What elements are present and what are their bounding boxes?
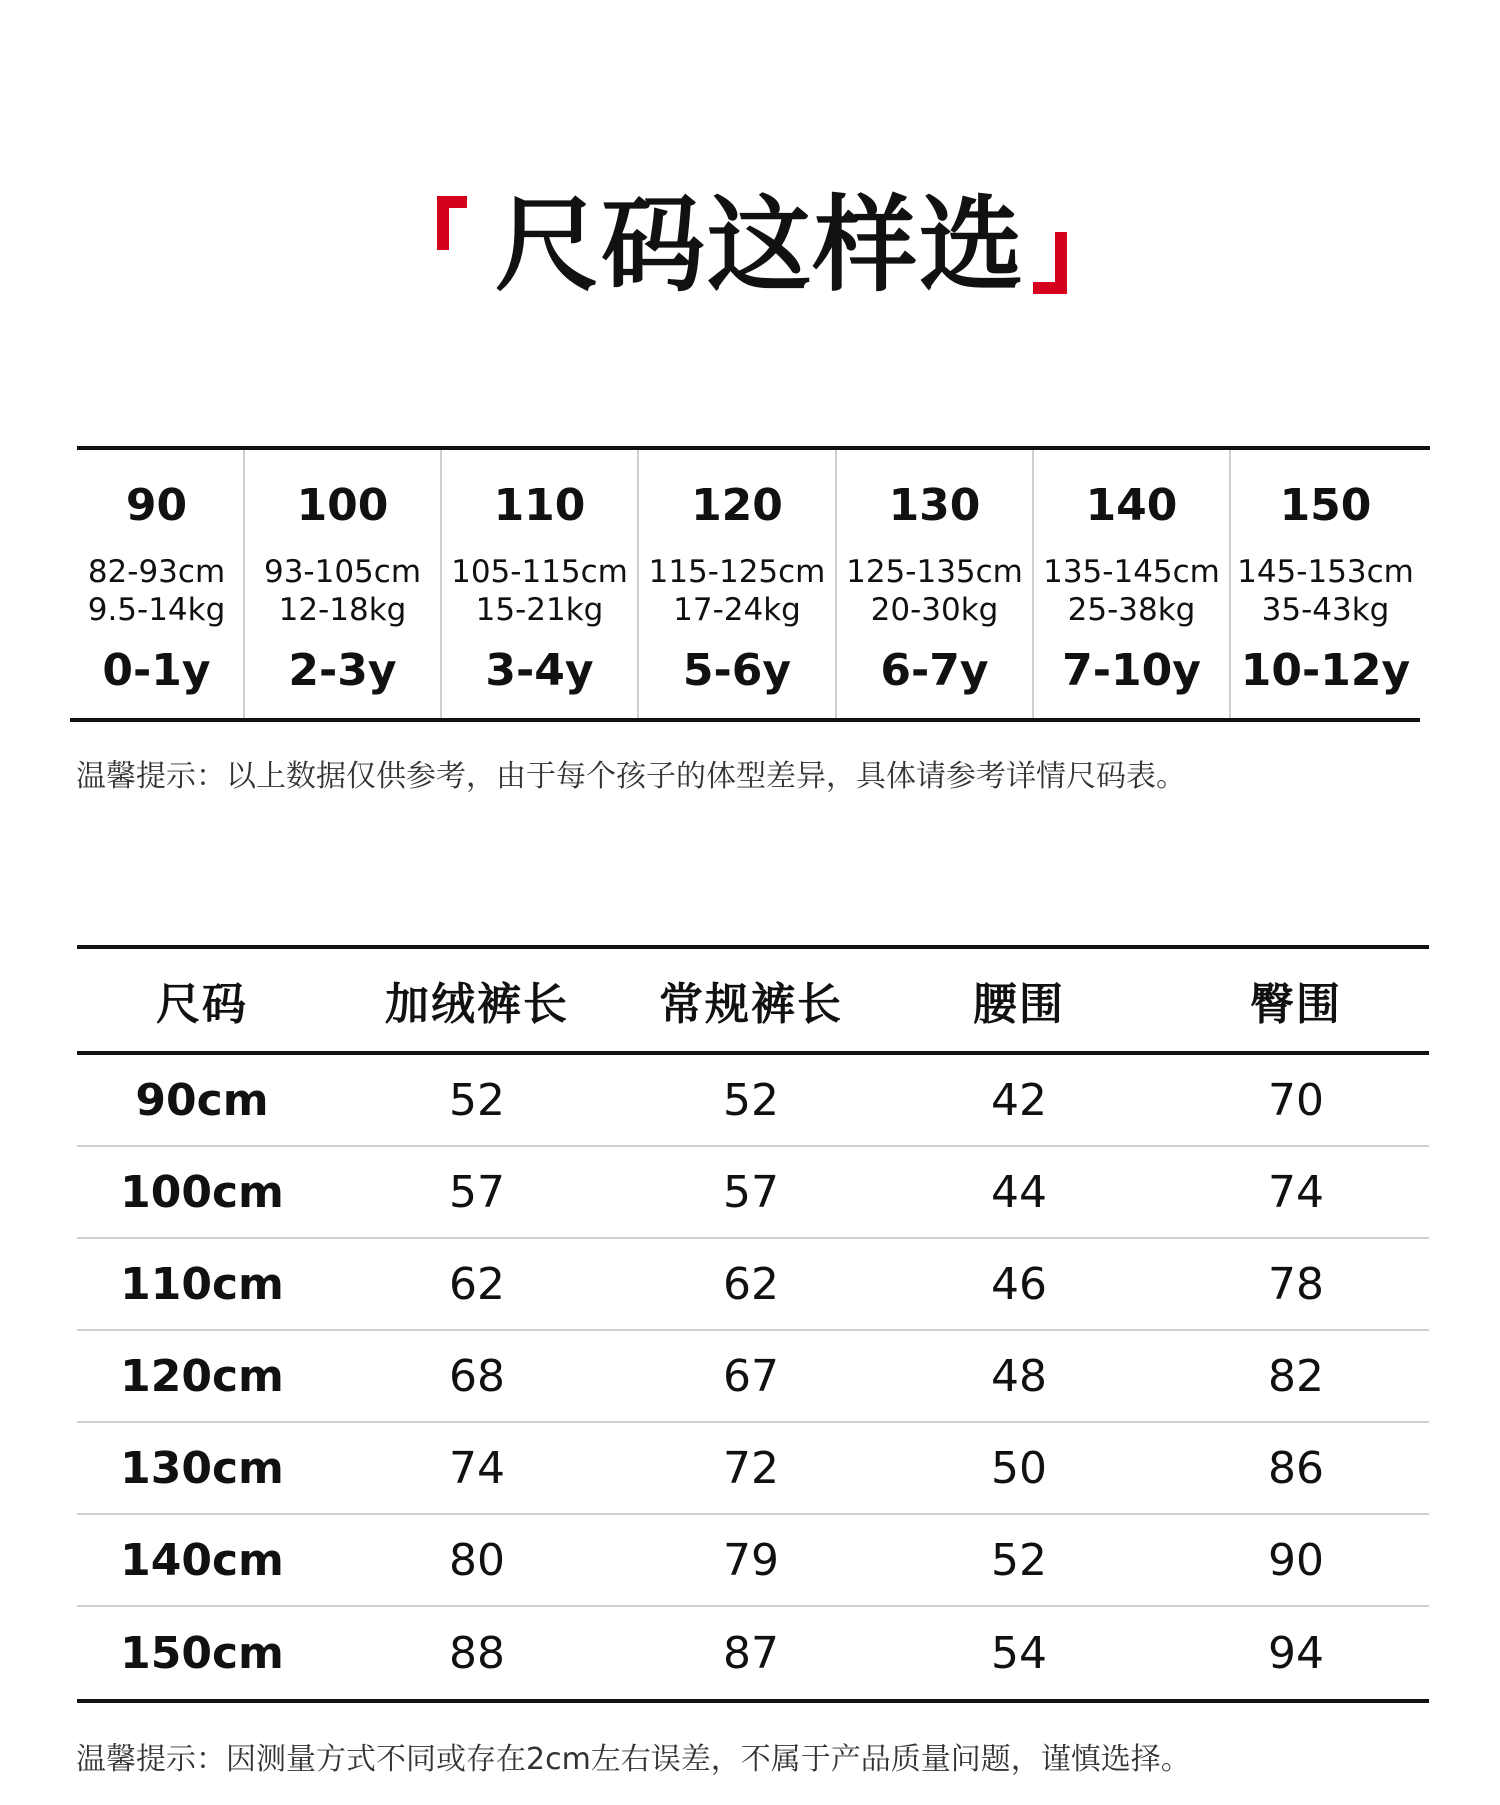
guide-height: 135-145cm — [1043, 554, 1220, 590]
cell-hip: 70 — [1268, 1074, 1324, 1126]
guide-weight: 17-24kg — [673, 592, 801, 628]
size-guide-column — [1032, 450, 1229, 718]
cell-hip: 86 — [1268, 1442, 1324, 1494]
guide-size: 150 — [1279, 480, 1372, 531]
tip-note-reference: 温馨提示：以上数据仅供参考，由于每个孩子的体型差异，具体请参考详情尺码表。 — [76, 759, 1186, 794]
header-waist: 腰围 — [973, 979, 1065, 1030]
size-table — [77, 945, 1429, 1703]
table-row — [77, 1239, 1429, 1331]
table-row — [77, 1055, 1429, 1147]
table-bottom-rule — [77, 1699, 1429, 1703]
table-row — [77, 1331, 1429, 1423]
guide-height: 125-135cm — [846, 554, 1023, 590]
cell-fleece-length: 80 — [449, 1534, 505, 1586]
guide-weight: 20-30kg — [870, 592, 999, 628]
cell-hip: 82 — [1268, 1350, 1324, 1402]
cell-waist: 52 — [991, 1534, 1047, 1586]
table-row — [77, 1515, 1429, 1607]
table-row — [77, 1147, 1429, 1239]
size-guide-column — [243, 450, 440, 718]
size-guide-column — [637, 450, 835, 718]
cell-hip: 74 — [1268, 1166, 1324, 1218]
guide-size: 140 — [1085, 480, 1178, 531]
guide-age: 3-4y — [485, 645, 594, 696]
guide-height: 145-153cm — [1237, 554, 1414, 590]
cell-fleece-length: 57 — [449, 1166, 505, 1218]
guide-age: 7-10y — [1062, 645, 1201, 696]
guide-age: 6-7y — [880, 645, 989, 696]
cell-waist: 44 — [991, 1166, 1047, 1218]
tip-note-measurement: 温馨提示：因测量方式不同或存在2cm左右误差，不属于产品质量问题，谨慎选择。 — [76, 1742, 1191, 1777]
guide-weight: 12-18kg — [278, 592, 407, 628]
guide-size: 130 — [888, 480, 981, 531]
header-hip: 臀围 — [1250, 979, 1342, 1030]
table-body — [77, 1055, 1429, 1699]
size-guide-column — [440, 450, 637, 718]
guide-weight: 15-21kg — [475, 592, 604, 628]
size-guide-column — [70, 450, 243, 718]
cell-fleece-length: 68 — [449, 1350, 505, 1402]
cell-waist: 48 — [991, 1350, 1047, 1402]
header-regular-length: 常规裤长 — [659, 979, 843, 1030]
guide-weight: 9.5-14kg — [87, 592, 226, 628]
cell-fleece-length: 74 — [449, 1442, 505, 1494]
guide-height: 82-93cm — [87, 554, 226, 590]
cell-hip: 90 — [1268, 1534, 1324, 1586]
cell-regular-length: 87 — [723, 1627, 779, 1679]
table-header-row — [77, 949, 1429, 1051]
guide-height: 115-125cm — [648, 554, 826, 590]
guide-size: 110 — [493, 480, 586, 531]
cell-size: 90cm — [135, 1074, 269, 1126]
header-size: 尺码 — [156, 979, 248, 1030]
cell-size: 110cm — [120, 1258, 284, 1310]
cell-regular-length: 67 — [723, 1350, 779, 1402]
cell-hip: 94 — [1268, 1627, 1324, 1679]
table-row — [77, 1607, 1429, 1699]
size-guide — [70, 446, 1430, 722]
cell-hip: 78 — [1268, 1258, 1324, 1310]
guide-weight: 35-43kg — [1261, 592, 1390, 628]
guide-height: 93-105cm — [263, 554, 422, 590]
size-guide-columns — [70, 450, 1430, 718]
cell-regular-length: 57 — [723, 1166, 779, 1218]
cell-size: 130cm — [120, 1442, 284, 1494]
cell-regular-length: 62 — [723, 1258, 779, 1310]
cell-size: 140cm — [120, 1534, 284, 1586]
guide-age: 0-1y — [102, 645, 211, 696]
size-guide-column — [1229, 450, 1420, 718]
cell-regular-length: 52 — [723, 1074, 779, 1126]
cell-size: 120cm — [120, 1350, 284, 1402]
guide-age: 5-6y — [682, 645, 792, 696]
guide-bottom-rule — [70, 718, 1420, 722]
guide-age: 2-3y — [288, 645, 397, 696]
cell-waist: 42 — [991, 1074, 1047, 1126]
cell-waist: 46 — [991, 1258, 1047, 1310]
guide-size: 90 — [125, 480, 188, 531]
cell-fleece-length: 88 — [449, 1627, 505, 1679]
size-guide-column — [835, 450, 1032, 718]
cell-fleece-length: 52 — [449, 1074, 505, 1126]
close-bracket-icon — [1037, 232, 1067, 294]
open-bracket-icon — [437, 196, 449, 250]
cell-regular-length: 79 — [723, 1534, 779, 1586]
cell-waist: 50 — [991, 1442, 1047, 1494]
cell-size: 150cm — [120, 1627, 284, 1679]
guide-height: 105-115cm — [451, 554, 628, 590]
cell-size: 100cm — [120, 1166, 284, 1218]
guide-size: 120 — [691, 480, 783, 531]
cell-fleece-length: 62 — [449, 1258, 505, 1310]
table-row — [77, 1423, 1429, 1515]
cell-waist: 54 — [991, 1627, 1047, 1679]
guide-weight: 25-38kg — [1067, 592, 1196, 628]
guide-age: 10-12y — [1240, 645, 1411, 696]
page-title: 尺码这样选 — [494, 184, 1025, 306]
cell-regular-length: 72 — [723, 1442, 779, 1494]
title-block — [0, 180, 1500, 320]
header-fleece-length: 加绒裤长 — [385, 979, 569, 1030]
guide-size: 100 — [296, 480, 389, 531]
